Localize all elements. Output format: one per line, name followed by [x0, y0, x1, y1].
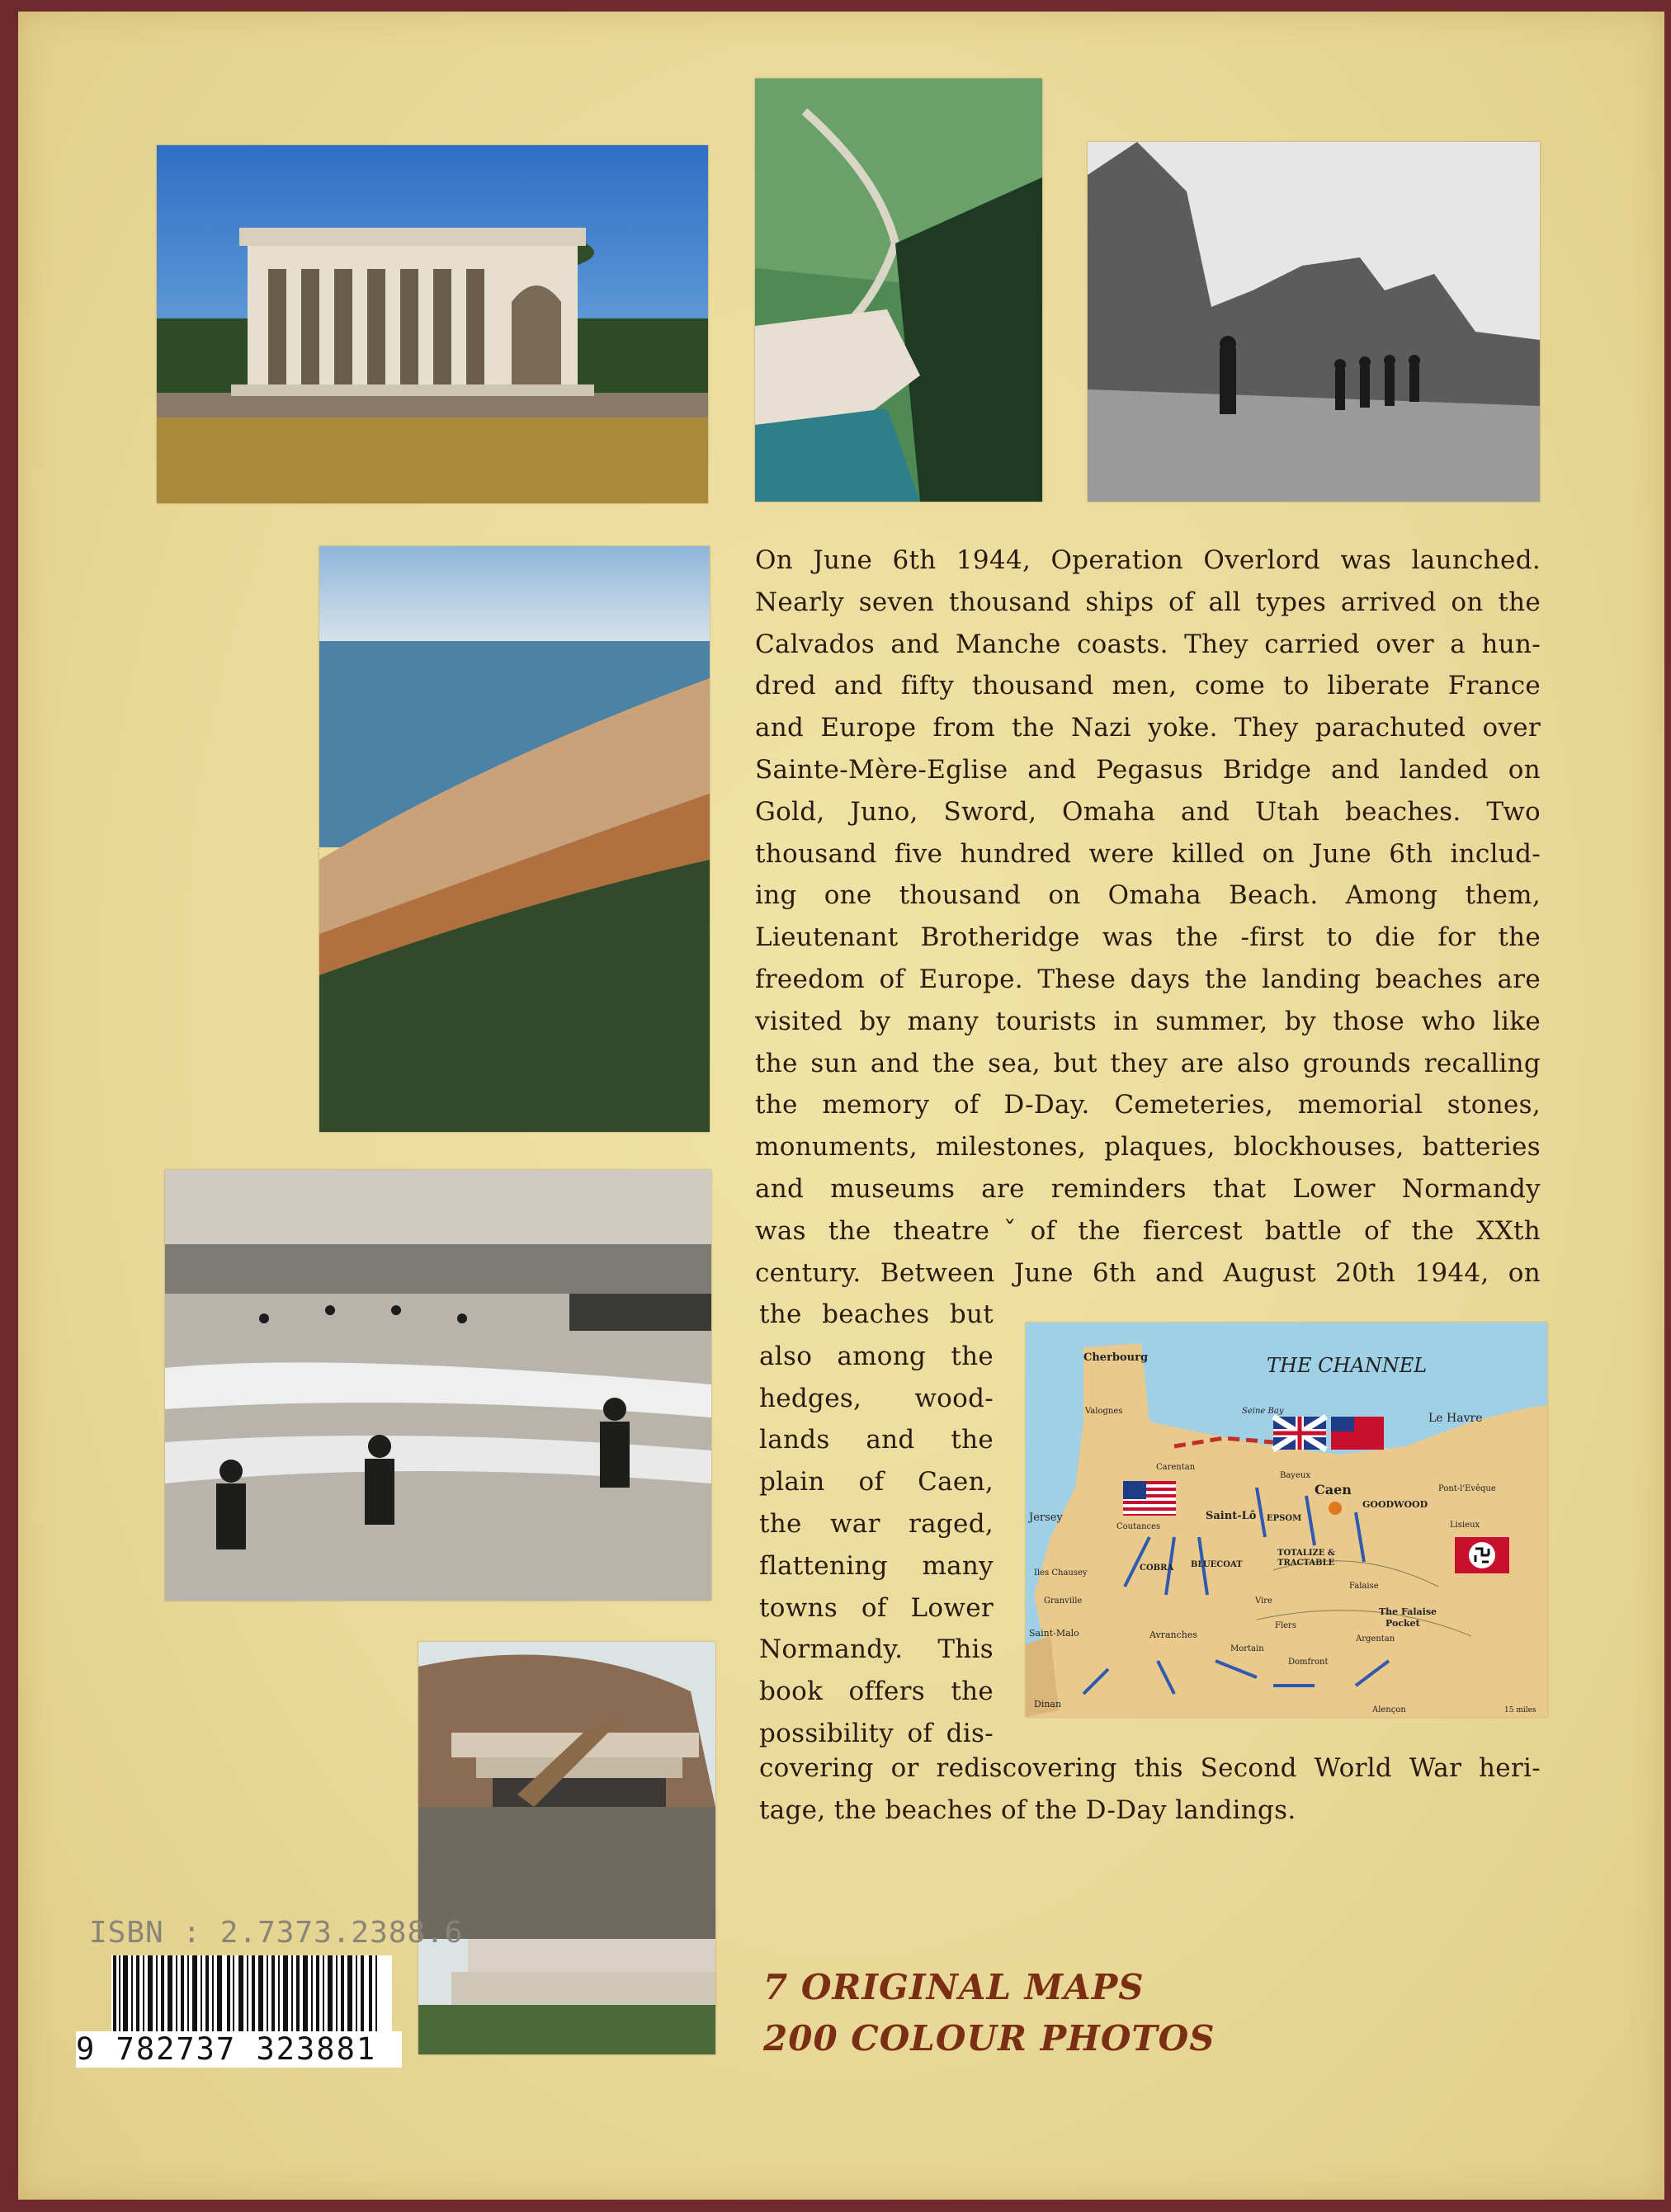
text-line: Nearly seven thousand ships of all types arrived on the: [755, 587, 1541, 617]
text-line: freedom of Europe. These days the landing beaches are: [755, 964, 1541, 994]
text-line: covering or rediscovering this Second World War heri-: [759, 1753, 1541, 1783]
map-label-saint-lo: Saint-Lô: [1206, 1510, 1257, 1522]
text-line: Calvados and Manche coasts. They carried over a hun-: [755, 629, 1541, 659]
description-text-tail: [759, 1747, 1541, 1832]
text-line: possibility of dis-: [759, 1718, 994, 1748]
map-label-avranches: Avranches: [1149, 1630, 1198, 1640]
map-label-falaise-pocket-2: Pocket: [1385, 1618, 1420, 1629]
text-line: flattening many: [759, 1550, 994, 1581]
map-label-cherbourg: Cherbourg: [1083, 1351, 1149, 1364]
text-line: towns of Lower: [759, 1592, 994, 1623]
text-line: visited by many tourists in summer, by those who like: [755, 1006, 1541, 1036]
description-text-narrow: [759, 1294, 994, 1755]
text-line: also among the: [759, 1341, 994, 1371]
map-label-lisieux: Lisieux: [1450, 1521, 1480, 1530]
map-label-tractable: TRACTABLE: [1277, 1559, 1335, 1568]
isbn-label: ISBN : 2.7373.2388.6: [89, 1916, 464, 1950]
text-line: the war raged,: [759, 1508, 994, 1539]
text-line: thousand five hundred were killed on June 6th includ-: [755, 838, 1541, 869]
text-line: Gold, Juno, Sword, Omaha and Utah beaches. Two: [755, 796, 1541, 827]
text-line: dred and fifty thousand men, come to liberate France: [755, 671, 1541, 701]
text-line: the sun and the sea, but they are also grounds recalling: [755, 1048, 1541, 1078]
text-line: the beaches but: [759, 1299, 994, 1329]
map-label-bayeux: Bayeux: [1280, 1471, 1310, 1480]
tagline-photos: 200 COLOUR PHOTOS: [763, 2018, 1215, 2059]
text-line: century. Between June 6th and August 20th 1944, on: [755, 1257, 1541, 1288]
map-label-alencon: Alençon: [1372, 1705, 1406, 1714]
map-label-caen: Caen: [1315, 1482, 1352, 1497]
map-label-mortain: Mortain: [1230, 1644, 1264, 1653]
map-label-jersey: Jersey: [1029, 1512, 1063, 1524]
aerial-cliff-road-photo: [755, 78, 1042, 502]
normandy-landings-map: [1026, 1323, 1547, 1717]
map-label-vire: Vire: [1255, 1597, 1272, 1606]
map-title: THE CHANNEL: [1267, 1354, 1428, 1377]
text-line: and museums are reminders that Lower Normandy: [755, 1173, 1541, 1204]
map-label-bluecoat: BLUECOAT: [1191, 1560, 1243, 1569]
text-line: ing one thousand on Omaha Beach. Among them,: [755, 880, 1541, 911]
text-line: Lieutenant Brotheridge was the -first to die for the: [755, 922, 1541, 953]
barcode-digits: 9 782737 323881: [76, 2031, 402, 2068]
text-line: Sainte-Mère-Eglise and Pegasus Bridge and landed on: [755, 754, 1541, 785]
memorial-colonnade-photo: [157, 145, 708, 503]
text-line: and Europe from the Nazi yoke. They parachuted over: [755, 713, 1541, 743]
map-label-valognes: Valognes: [1085, 1407, 1123, 1416]
text-line: plain of Caen,: [759, 1467, 994, 1497]
map-label-saint-malo: Saint-Malo: [1029, 1628, 1079, 1639]
map-label-epsom: EPSOM: [1267, 1514, 1302, 1523]
description-text: [755, 540, 1541, 1294]
text-line: monuments, milestones, plaques, blockhouses, batteries: [755, 1132, 1541, 1163]
map-label-carentan: Carentan: [1156, 1463, 1196, 1472]
map-label-le-havre: Le Havre: [1428, 1412, 1483, 1425]
text-line: On June 6th 1944, Operation Overlord was launched.: [755, 545, 1541, 575]
map-label-falaise: Falaise: [1349, 1582, 1379, 1591]
map-label-iles-chausey: Iles Chausey: [1034, 1568, 1088, 1578]
map-label-granville: Granville: [1044, 1597, 1083, 1606]
text-line: book offers the: [759, 1677, 994, 1707]
map-label-argentan: Argentan: [1356, 1634, 1395, 1644]
text-line: the memory of D-Day. Cemeteries, memorial stones,: [755, 1090, 1541, 1120]
map-label-pont-leveque: Pont-l'Evêque: [1438, 1484, 1496, 1493]
soldiers-landing-beach-photo: [165, 1170, 711, 1601]
map-label-cobra: COBRA: [1140, 1563, 1174, 1573]
gun-battery-bunker-photo: [418, 1642, 715, 2054]
text-line: lands and the: [759, 1425, 994, 1455]
tagline-maps: 7 ORIGINAL MAPS: [763, 1967, 1145, 2007]
map-label-goodwood: GOODWOOD: [1362, 1499, 1428, 1510]
text-line: hedges, wood-: [759, 1383, 994, 1413]
map-label-seine-bay: Seine Bay: [1242, 1407, 1284, 1416]
map-label-totalize: TOTALIZE &: [1277, 1549, 1335, 1558]
text-line: tage, the beaches of the D-Day landings.: [759, 1795, 1296, 1825]
map-label-coutances: Coutances: [1116, 1522, 1161, 1531]
map-label-falaise-pocket-1: The Falaise: [1379, 1606, 1437, 1617]
coastline-beach-photo: [319, 546, 710, 1132]
text-line: Normandy. This: [759, 1634, 994, 1665]
map-scale: 15 miles: [1504, 1706, 1536, 1714]
map-label-dinan: Dinan: [1034, 1699, 1062, 1710]
soldiers-in-ruins-photo: [1088, 142, 1540, 502]
text-line: was the theatreˇof the fiercest battle of the XXth: [755, 1215, 1541, 1246]
map-label-domfront: Domfront: [1288, 1658, 1329, 1667]
map-label-flers: Flers: [1275, 1621, 1296, 1630]
